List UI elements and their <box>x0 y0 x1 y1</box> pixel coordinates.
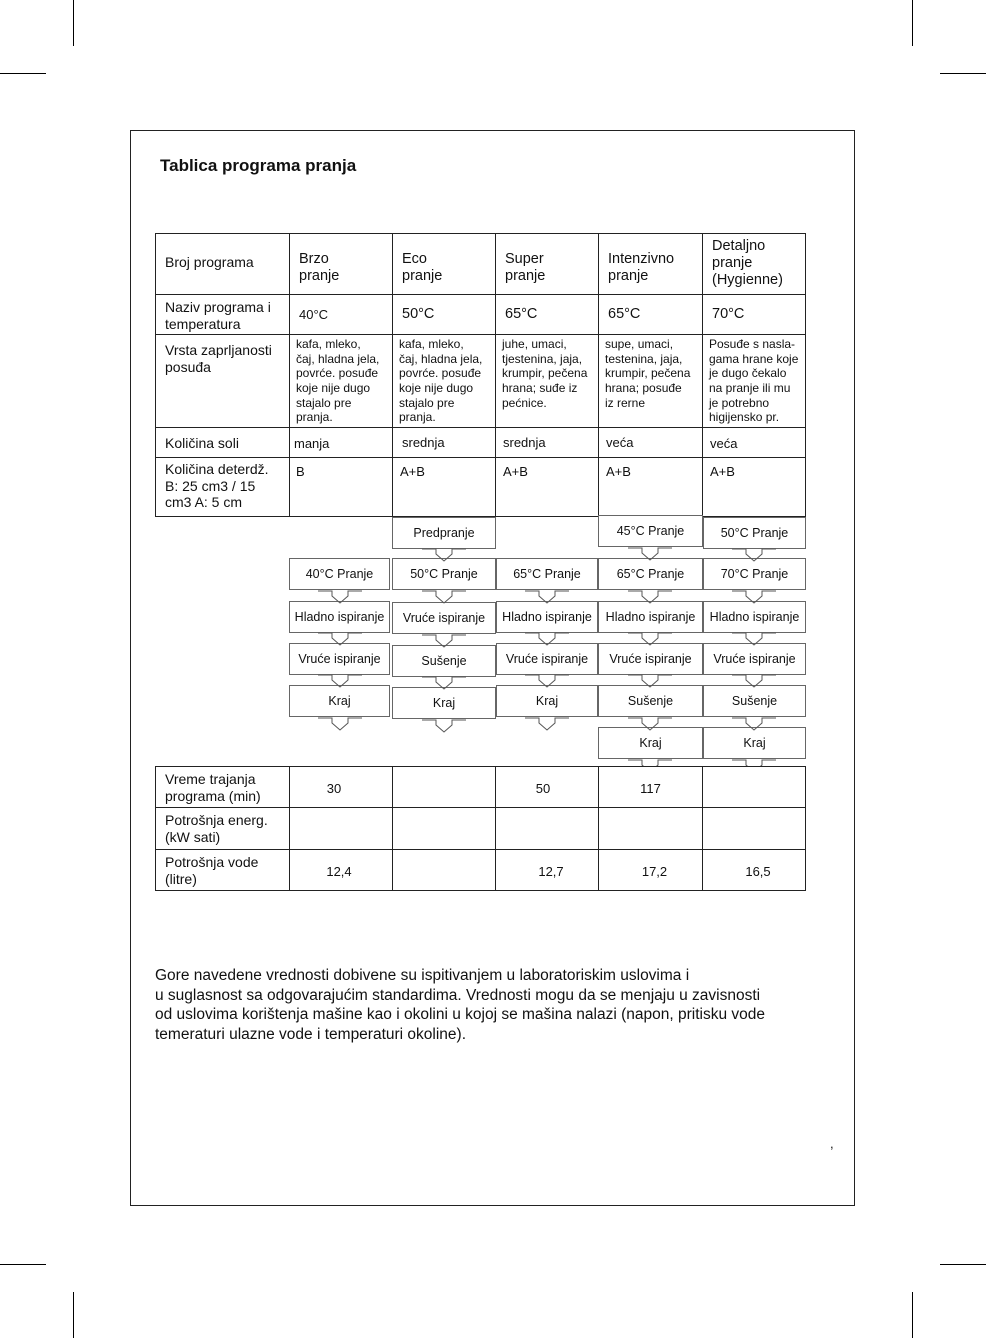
label-cell-energy <box>155 807 290 850</box>
detergent-cell <box>598 457 703 517</box>
temp-cell <box>289 294 393 335</box>
program-soil: kafa, mleko, čaj, hladna jela, povrće. posuđe koje nije dugo stajalo pre pranja. <box>399 337 483 425</box>
program-soil: juhe, umaci, tjestenina, jaja, krumpir, pečena hrana; suđe iz pećnice. <box>502 337 588 410</box>
detergent-cell <box>289 457 393 517</box>
step-prewash: Predpranje <box>392 517 496 549</box>
step-cold-rinse: Hladno ispiranje <box>496 601 598 633</box>
program-salt: veća <box>606 435 634 450</box>
step-wash: 50°C Pranje <box>392 558 496 590</box>
soil-cell <box>702 334 806 428</box>
crop-mark <box>912 1292 913 1338</box>
crop-mark <box>940 73 986 74</box>
detergent-cell <box>495 457 599 517</box>
program-detergent: A+B <box>710 464 735 479</box>
footnote-line: u suglasnost sa odgovarajućim standardima. Vrednosti mogu da se menjaju u zavisnosti <box>155 986 761 1004</box>
energy-cell <box>495 807 599 850</box>
program-detergent: B <box>296 464 305 479</box>
label-soil: Vrsta zaprljanosti posuđa <box>165 342 272 375</box>
step-end: Kraj <box>392 687 496 719</box>
temp-cell <box>702 294 806 335</box>
temp-cell <box>495 294 599 335</box>
water-cell <box>392 849 496 891</box>
program-name-cell <box>702 233 806 295</box>
water-cell <box>289 849 393 891</box>
soil-cell <box>495 334 599 428</box>
flow-arrow-icon <box>732 717 776 731</box>
energy-cell <box>702 807 806 850</box>
crop-mark <box>73 1292 74 1338</box>
program-name: Eco pranje <box>402 251 443 285</box>
footnote <box>155 966 845 1044</box>
flow-arrow-icon <box>422 634 466 648</box>
label-name-temp: Naziv programa i temperatura <box>165 299 271 332</box>
flow-arrow-icon <box>525 717 569 731</box>
energy-cell <box>392 807 496 850</box>
flow-arrow-icon <box>628 590 672 604</box>
program-name: Detaljno pranje (Hygienne) <box>712 238 783 289</box>
step-cold-rinse: Hladno ispiranje <box>703 601 806 633</box>
temp-cell <box>598 294 703 335</box>
label-energy: Potrošnja energ. (kW sati) <box>165 812 268 845</box>
program-temp: 40°C <box>299 307 329 322</box>
detergent-cell <box>392 457 496 517</box>
temp-cell <box>392 294 496 335</box>
program-name: Super pranje <box>505 251 546 285</box>
program-salt: manja <box>294 436 330 451</box>
salt-cell <box>392 427 496 458</box>
detergent-cell <box>702 457 806 517</box>
duration-cell <box>392 766 496 808</box>
salt-cell <box>702 427 806 458</box>
program-temp: 70°C <box>712 306 745 322</box>
salt-cell <box>289 427 393 458</box>
step-end: Kraj <box>496 685 598 717</box>
step-end: Kraj <box>703 727 806 759</box>
flow-arrow-icon <box>318 632 362 646</box>
footnote-line: temeraturi ulazne vode i temperaturi okoline). <box>155 1025 467 1043</box>
flow-arrow-icon <box>628 632 672 646</box>
page-title: Tablica programa pranja <box>160 156 357 175</box>
label-cell-duration <box>155 766 290 808</box>
step-drying: Sušenje <box>703 685 806 717</box>
program-name-cell <box>289 233 393 295</box>
salt-cell <box>598 427 703 458</box>
program-soil: supe, umaci, testenina, jaja, krumpir, pečena hrana; posuđe iz rerne <box>605 337 691 410</box>
label-cell-salt <box>155 427 290 458</box>
water-cell <box>598 849 703 891</box>
program-water: 17,2 <box>641 864 668 879</box>
duration-cell <box>702 766 806 808</box>
step-prewash: 45°C Pranje <box>598 515 703 547</box>
label-program-no: Broj programa <box>165 254 254 270</box>
program-detergent: A+B <box>606 464 631 479</box>
water-cell <box>702 849 806 891</box>
program-salt: srednja <box>402 435 445 450</box>
water-cell <box>495 849 599 891</box>
duration-cell <box>495 766 599 808</box>
step-hot-rinse: Vruće ispiranje <box>289 643 390 675</box>
program-soil: kafa, mleko, čaj, hladna jela, povrće. posuđe koje nije dugo stajalo pre pranja. <box>296 337 380 425</box>
flow-arrow-icon <box>525 674 569 688</box>
label-cell-name-temp <box>155 294 290 335</box>
flow-arrow-icon <box>732 632 776 646</box>
flow-arrow-icon <box>318 674 362 688</box>
program-duration: 117 <box>640 781 661 796</box>
label-duration: Vreme trajanja programa (min) <box>165 771 261 804</box>
flow-arrow-icon <box>422 676 466 690</box>
program-name: Intenzivno pranje <box>608 251 675 285</box>
program-temp: 50°C <box>402 306 435 322</box>
step-wash: 70°C Pranje <box>703 558 806 590</box>
program-duration: 50 <box>535 781 551 796</box>
step-cold-rinse: Hladno ispiranje <box>598 601 703 633</box>
step-wash: 65°C Pranje <box>598 558 703 590</box>
crop-mark <box>912 0 913 46</box>
step-end: Kraj <box>289 685 390 717</box>
step-cold-rinse: Hladno ispiranje <box>289 601 390 633</box>
program-water: 12,4 <box>326 864 352 879</box>
program-name-cell <box>495 233 599 295</box>
step-hot-rinse: Vruće ispiranje <box>392 602 496 634</box>
crop-mark <box>0 73 46 74</box>
program-water: 12,7 <box>538 864 564 879</box>
duration-cell <box>598 766 703 808</box>
flow-arrow-icon <box>525 632 569 646</box>
flow-arrow-icon <box>732 590 776 604</box>
step-drying: Sušenje <box>598 685 703 717</box>
crop-mark <box>940 1264 986 1265</box>
soil-cell <box>392 334 496 428</box>
program-detergent: A+B <box>503 464 528 479</box>
energy-cell <box>598 807 703 850</box>
label-water: Potrošnja vode (litre) <box>165 854 259 887</box>
flow-arrow-icon <box>422 548 466 562</box>
step-hot-rinse: Vruće ispiranje <box>496 643 598 675</box>
label-salt: Količina soli <box>165 435 239 451</box>
program-water: 16,5 <box>745 864 771 879</box>
step-prewash: 50°C Pranje <box>703 517 806 549</box>
step-wash: 40°C Pranje <box>289 558 390 590</box>
flow-arrow-icon <box>422 719 466 733</box>
duration-cell <box>289 766 393 808</box>
step-drying: Sušenje <box>392 645 496 677</box>
program-detergent: A+B <box>400 464 425 479</box>
flow-arrow-icon <box>525 590 569 604</box>
soil-cell <box>598 334 703 428</box>
step-hot-rinse: Vruće ispiranje <box>598 643 703 675</box>
flow-arrow-icon <box>732 674 776 688</box>
soil-cell <box>289 334 393 428</box>
program-temp: 65°C <box>505 306 538 322</box>
crop-mark <box>0 1264 46 1265</box>
flow-arrow-icon <box>628 547 672 561</box>
footnote-line: od uslovima korištenja mašine kao i okolini u kojoj se mašina nalazi (napon, pritisku vode <box>155 1006 765 1023</box>
flow-arrow-icon <box>318 717 362 731</box>
footnote-line: Gore navedene vrednosti dobivene su ispitivanjem u laboratoriskim uslovima i <box>155 967 690 984</box>
program-temp: 65°C <box>608 306 641 322</box>
step-hot-rinse: Vruće ispiranje <box>703 643 806 675</box>
flow-arrow-icon <box>628 674 672 688</box>
label-cell-detergent <box>155 457 290 517</box>
step-wash: 65°C Pranje <box>496 558 598 590</box>
step-end: Kraj <box>598 727 703 759</box>
crop-mark <box>73 0 74 46</box>
program-soil: Posuđe s nasla- gama hrane koje je dugo čekalo na pranje ili mu je potrebno higijensko pr. <box>709 337 799 425</box>
program-name-cell <box>392 233 496 295</box>
program-name-cell <box>598 233 703 295</box>
corner-mark: , <box>830 1136 834 1151</box>
label-detergent: Količina deterdž. B: 25 cm3 / 15 cm3 A: 5 cm <box>165 461 269 511</box>
program-salt: veća <box>710 436 738 451</box>
label-cell-program-no <box>155 233 290 295</box>
label-cell-water <box>155 849 290 891</box>
program-name: Brzo pranje <box>299 251 340 285</box>
energy-cell <box>289 807 393 850</box>
flow-arrow-icon <box>422 590 466 604</box>
flow-arrow-icon <box>318 590 362 604</box>
flow-arrow-icon <box>732 548 776 562</box>
program-salt: srednja <box>503 435 546 450</box>
program-duration: 30 <box>326 781 342 796</box>
salt-cell <box>495 427 599 458</box>
label-cell-soil <box>155 334 290 428</box>
flow-arrow-icon <box>628 717 672 731</box>
